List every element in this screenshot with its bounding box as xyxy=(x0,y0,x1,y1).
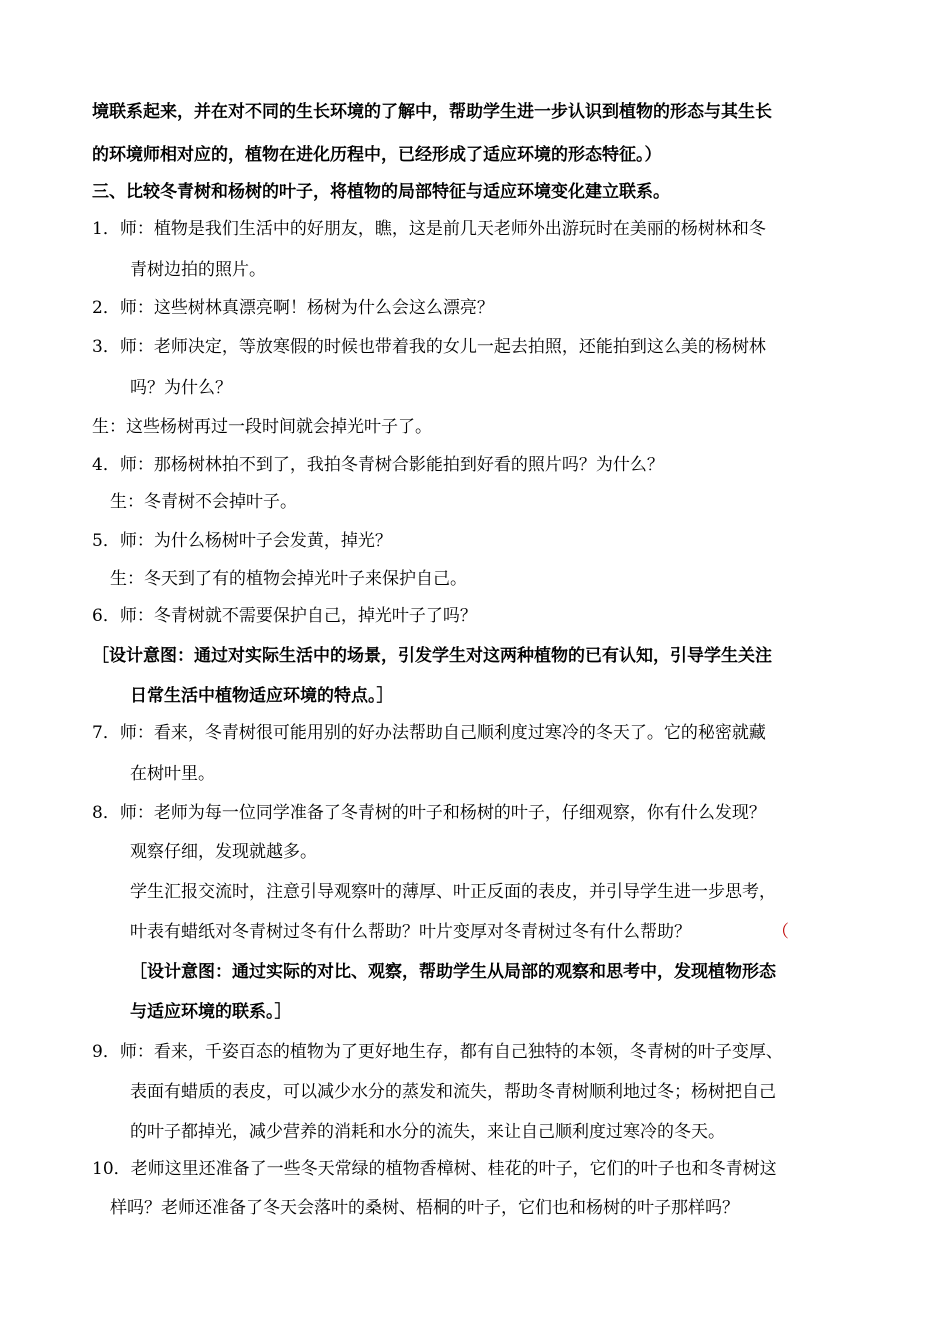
text-line: 境联系起来，并在对不同的生长环境的了解中，帮助学生进一步认识到植物的形态与其生长 xyxy=(92,102,772,122)
text-line: 4．师：那杨树林拍不到了，我拍冬青树合影能拍到好看的照片吗？为什么？ xyxy=(92,455,664,475)
text-line: 2．师：这些树林真漂亮啊！杨树为什么会这么漂亮？ xyxy=(92,298,494,318)
design-intent-note: ［设计意图：通过对实际生活中的场景，引发学生对这两种植物的已有认知，引导学生关注 xyxy=(92,646,772,666)
text-line: 学生汇报交流时，注意引导观察叶的薄厚、叶正反面的表皮，并引导学生进一步思考， xyxy=(130,882,776,902)
section-heading: 三、比较冬青树和杨树的叶子，将植物的局部特征与适应环境变化建立联系。 xyxy=(92,182,670,202)
text-line: 的环境师相对应的，植物在进化历程中，已经形成了适应环境的形态特征。） xyxy=(92,145,662,165)
text-line: 5．师：为什么杨树叶子会发黄，掉光？ xyxy=(92,531,392,551)
design-intent-note: ［设计意图：通过实际的对比、观察，帮助学生从局部的观察和思考中，发现植物形态 xyxy=(130,962,776,982)
text-line: 叶表有蜡纸对冬青树过冬有什么帮助？叶片变厚对冬青树过冬有什么帮助？ xyxy=(130,922,691,942)
text-line: 6．师：冬青树就不需要保护自己，掉光叶子了吗？ xyxy=(92,606,477,626)
text-line: 10．老师这里还准备了一些冬天常绿的植物香樟树、桂花的叶子，它们的叶子也和冬青树这 xyxy=(92,1159,777,1179)
text-line: 3．师：老师决定，等放寒假的时候也带着我的女儿一起去拍照，还能拍到这么美的杨树林 xyxy=(92,337,766,357)
design-intent-note: 与适应环境的联系。］ xyxy=(130,1002,292,1022)
text-line: 青树边拍的照片。 xyxy=(130,260,266,280)
text-line: 9．师：看来，千姿百态的植物为了更好地生存，都有自己独特的本领，冬青树的叶子变厚、 xyxy=(92,1042,783,1062)
text-line: 观察仔细，发现就越多。 xyxy=(130,842,317,862)
text-line: 生：这些杨树再过一段时间就会掉光叶子了。 xyxy=(92,417,432,437)
text-line: 在树叶里。 xyxy=(130,764,215,784)
design-intent-note: 日常生活中植物适应环境的特点。］ xyxy=(130,686,394,706)
text-line: 7．师：看来，冬青树很可能用别的好办法帮助自己顺利度过寒冷的冬天了。它的秘密就藏 xyxy=(92,723,766,743)
red-mark: （ xyxy=(772,922,789,942)
text-line: 8．师：老师为每一位同学准备了冬青树的叶子和杨树的叶子，仔细观察，你有什么发现？ xyxy=(92,803,766,823)
text-line: 的叶子都掉光，减少营养的消耗和水分的流失，来让自己顺利度过寒冷的冬天。 xyxy=(130,1122,725,1142)
text-line: 表面有蜡质的表皮，可以减少水分的蒸发和流失，帮助冬青树顺利地过冬；杨树把自己 xyxy=(130,1082,776,1102)
text-line: 生：冬青树不会掉叶子。 xyxy=(110,492,297,512)
text-line: 生：冬天到了有的植物会掉光叶子来保护自己。 xyxy=(110,569,467,589)
text-line: 1．师：植物是我们生活中的好朋友，瞧，这是前几天老师外出游玩时在美丽的杨树林和冬 xyxy=(92,219,766,239)
text-line: 吗？为什么？ xyxy=(130,378,232,398)
text-line: 样吗？老师还准备了冬天会落叶的桑树、梧桐的叶子，它们也和杨树的叶子那样吗？ xyxy=(110,1198,739,1218)
